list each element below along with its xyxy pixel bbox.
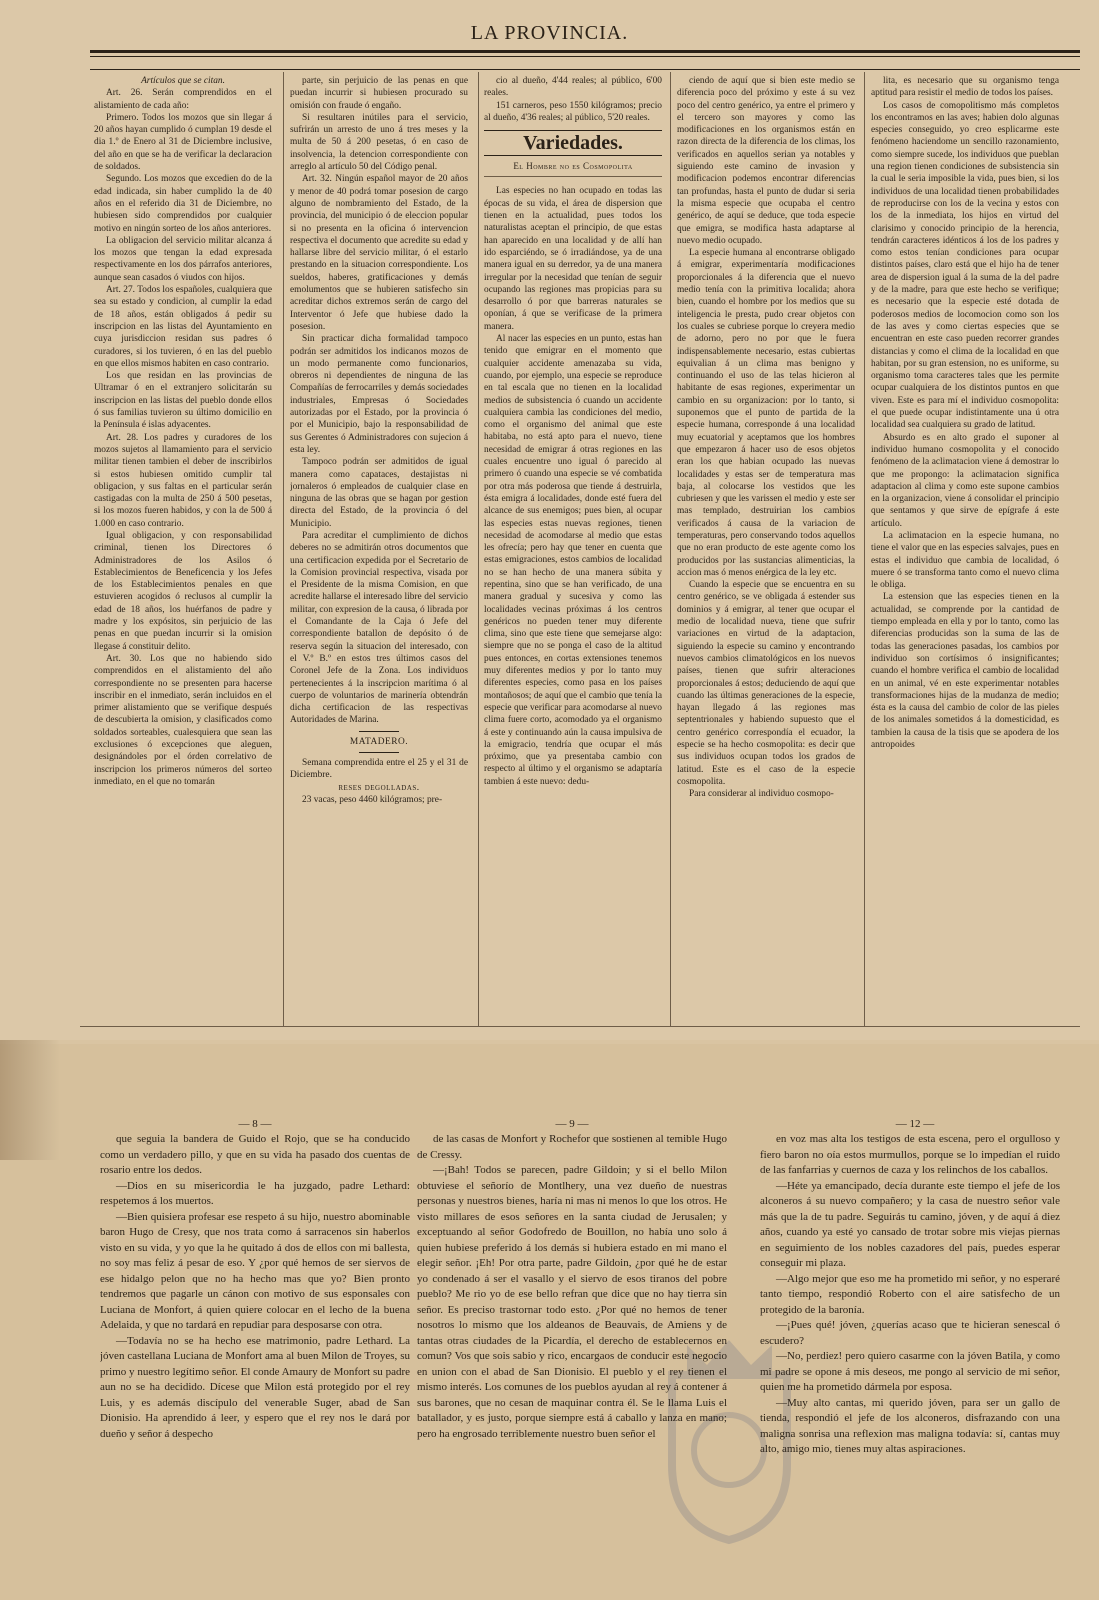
- paragraph: Art. 27. Todos los españoles, cualquiera que sea su estado y condicion, al cumplir la edad de 18 años, están obligados á pedir su inscripcion en las listas del Ayuntamiento en cuya jurisdiccion residan sus padres ó curadores, si los tuvieren, ó en las del pueblo en que ellos mismos habiten en caso contrario.: [94, 285, 272, 369]
- paragraph: La especie humana al encontrarse obligado á emigrar, experimentaría modificaciones proporcionales á la diferencia que el nuevo medio tenía con la primitiva localida; ahora bien, cuando el hombre por los medios que su inteligencia le presta, pudo crear objetos con los cuales se cubriese porque lo creyera medio de adorno, pero no por que le fuera indispensablemente necesario, estas cubiertas equivalian á un clima mas benigno y continuando el uso de las telas hicieron al habitante de esas regiones, experimentar un cambio en su organizacion: por lo tanto, si suponemos que el punto de partida de la especie humana, corresponde á una localidad muy ecuatorial y aceptamos que los hombres que empezaron á hacer uso de esos objetos eran los que habian ocupado las nuevas localidades y estas ser de temperatura mas baja, al colocarse los vestidos que les cubriesen y que les varissen el medio y este ser mas templado, destruirian los cambios verificados á causa de la variacion de temperaturas, pero conservando todos aquellos que no eran producto de este agente como los producidos por las sustancias alimenticias, la accion mas ó menos enérgica de la ley etc.: [677, 248, 855, 578]
- paragraph: Para considerar al individuo cosmopo-: [689, 789, 834, 800]
- paragraph: 23 vacas, peso 4460 kilógramos; pre-: [302, 794, 443, 805]
- column-2: [290, 75, 468, 1023]
- masthead: LA PROVINCIA.: [470, 22, 629, 44]
- paragraph: que seguia la bandera de Guido el Rojo, que se ha conducido como un verdadero pillo, y que en su vida ha pasado dos cuentas de rosario entre los dedos.: [100, 1133, 410, 1176]
- paper-stain: [0, 1040, 60, 1160]
- paragraph: ciendo de aquí que si bien este medio se diferencia poco del próximo y este á su vez poco del centro genérico, ya entre el primero y el tercero son mayores y como las modificaciones en los organismos están en razon directa de la diferencia de los climas, los verificados en aquellos serian ya notables y siguiendo este camino de invasion y modificacion podemos encontrar diferencias tan profundas, hasta el punto de dudar si seria la misma especie que ocupaba el centro genérico, de aquí se deduce, que toda especie que emigra, se modifica hasta adaptarse al nuevo medio ocupado.: [677, 76, 855, 246]
- paragraph: —¡Bah! Todos se parecen, padre Gildoin; y si el bello Milon obtuviese el señorío de Montlhery, una vez dueño de nuestras personas y nuestros bienes, haría ni mas ni menos lo que los otros. He visto millares de esos señores en la santa ciudad de Jerusalen; y exceptuando al señor Godofredo de Bouillon, no había uno solo á quien hubiese preferido á los demás si hubiera estado en mi mano el elegir señor. ¡Eh! Por otra parte, padre Gildoin, ¿por qué he de estar yo condenado á ser el vasallo y el siervo de esos tiranos del pobre pueblo? Me rio yo de ese bello refran que dice que no hay tierra sin señor. Es preciso trastornar todo esto. ¿Por qué no hemos de tener nosotros lo mismo que los aldeanos de Beauvais, de Amiens y de tantas otras ciudades de la Picardía, el derecho de establecernos en comun? Vos que sois sabio y rico, encargaos de conducir este negocio en union con el abad de San Dionisio. El pueblo y el rey tienen el mismo interés. Los comunes de los pueblos ayudan al rey á contener á sus barones, que no cesan de maquinar contra él. Se le llama Luis el batallador, y es justo, porque siempre está á caballo y lanza en mano; pero ha engrosado terriblemente nuestro buen señor el: [417, 1164, 727, 1440]
- paragraph: Art. 32. Ningún español mayor de 20 años y menor de 40 podrá tomar posesion de cargo alguno de nombramiento del Estado, de la provincia, del municipio ó de eleccion popular si no presenta en la oficina ó intervencion respectiva el documento que acredite su edad y hallarse libre del servicio militar, ó el estarlo prestando en la situacion correspondiente. Los sueldos, haberes, gratificaciones y demás emolumentos que se hubieren satisfecho sin acreditar dichos extremos serán de cargo del Interventor ó Jefe que hubiese dado la posesion.: [290, 174, 468, 332]
- paragraph: —¡Pues qué! jóven, ¿querías acaso que te hicieran senescal ó escudero?: [760, 1319, 1060, 1347]
- column-3: [484, 75, 662, 1023]
- paragraph: lita, es necesario que su organismo tenga aptitud para resistir el medio de todos los países.: [871, 76, 1059, 99]
- paragraph: de las casas de Monfort y Rochefor que sostienen al temible Hugo de Cressy.: [417, 1133, 727, 1161]
- section-rule: [359, 752, 399, 753]
- paragraph: —Héte ya emancipado, decía durante este tiempo el jefe de los alconeros á su nuevo compañero; y la casa de nuestro señor vale más que la de tu padre. Seguirás tu camino, jóven, y de aquí á diez años, cuando ya esté yo cansado de trotar sobre mis viejas piernas en seguimiento de los nobles cazadores del país, puedes esperar conseguir mi plaza.: [760, 1179, 1060, 1269]
- paragraph: Cuando la especie que se encuentra en su centro genérico, se ve obligada á estender sus dominios y á emigrar, al tener que ocupar el medio de localidad nueva, tiene que sufrir variaciones en virtud de la adaptacion, siguiendo la especie su camino y encontrando nuevos cambios climatológicos en los nuevos países, tienen que sufrir alteraciones proporcionales á estos; deduciendo de aquí que cuando las últimas generaciones de la especie, hayan llegado á las regiones mas septentrionales y habiendo supuesto que el centro genérico correspondía el ecuador, la especie se ha hecho cosmopolita: es decir que sus individuos ocupan todos los grados de latitud. Este es el caso de la especie cosmopolita.: [677, 580, 855, 787]
- column-divider: [283, 72, 284, 1027]
- paragraph: Sin practicar dicha formalidad tampoco podrán ser admitidos los indicanos mozos de un modo permanente como funcionarios, obreros ni dependientes de ninguna de las Compañías de ferrocarriles y demás sociedades industriales, Empresas ó Sociedades autorizadas por el Estado, por la provincia ó por el Municipio, bajo la responsabilidad de sus Gerentes ó Administradores con sujecion á esta ley.: [290, 334, 468, 455]
- page-number-8: — 8 —: [238, 1118, 272, 1130]
- column-1: [94, 75, 272, 1023]
- paragraph: 151 carneros, peso 1550 kilógramos; precio al dueño, 4'36 reales; al público, 5'20 reales.: [484, 100, 662, 123]
- paragraph: Semana comprendida entre el 25 y el 31 de Diciembre.: [290, 758, 468, 781]
- folletin-page-9: [417, 1132, 727, 1587]
- page-number-9: — 9 —: [555, 1118, 589, 1130]
- paragraph: —Bien quisiera profesar ese respeto á su hijo, nuestro abominable baron Hugo de Cresy, que nos trata como á sarracenos sin haberlos visto en su vida, y yo que la he quitado á dos de ellos con mi ballesta, no soy mas feliz á pesar de eso. Y ¿por qué hemos de ser siervos de ese hidalgo pelon que no ha hecho mas que yo? Bien pronto tendremos que pagarle un cánon con motivo de sus esponsales con Luciana de Monfort, á quien quiere colocar en el lecho de la buena Adelaida, y que no tardará en repudiar para desposarse con otra.: [100, 1210, 410, 1331]
- heading: reses degolladas.: [338, 782, 420, 793]
- paragraph: parte, sin perjuicio de las penas en que puedan incurrir si hubiesen procurado su omisión con fraude ó engaño.: [290, 76, 468, 111]
- paragraph: Absurdo es en alto grado el suponer al individuo humano cosmopolita y el conocido fenómeno de la aclimatacion viene á demostrar lo que me propongo: la aclimatacion significa adaptacion al clima y como este supone cambios en la organizacion, viene á consolidar el principio que sentamos y que sirve de epígrafe á este artículo.: [871, 432, 1059, 529]
- heading: El Hombre no es Cosmopolita: [484, 160, 662, 177]
- column-divider: [670, 72, 671, 1027]
- column-divider: [478, 72, 479, 1027]
- paragraph: Primero. Todos los mozos que sin llegar á 20 años hayan cumplido ó cumplan 19 desde el dia 1.º de Enero al 31 de Diciembre inclusive, del año en que se ha de verificar la declaracion de soldados.: [94, 112, 272, 173]
- paragraph: Tampoco podrán ser admitidos de igual manera como capataces, destajistas ni jornaleros ó empleados de cualquier clase en ninguna de las obras que se hagan por gestion directa del Estado, de la provincia ó del Municipio.: [290, 457, 468, 529]
- folletin-page-12: [760, 1132, 1060, 1587]
- paragraph: —Dios en su misericordia le ha juzgado, padre Lethard: respetemos á los muertos.: [100, 1179, 410, 1207]
- paragraph: La estension que las especies tienen en la actualidad, se comprende por la cantidad de tiempo empleada en ella y por lo tanto, como las diferencias producidas son la suma de las de todas las generaciones pasadas, los cambios por individuo son cortísimos ó insignificantes; cuando el hombre verifica el cambio de localidad en un animal, vé en este experimentar notables transformaciones hijas de la mudanza de medio; ésta es la causa del cambio de color de las pieles de los animales sometidos á la domesticidad, es tambien la causa de la tisis que se apodera de los antropoides: [871, 592, 1059, 751]
- section-rule: [359, 731, 399, 732]
- column-5: [871, 75, 1059, 1023]
- paragraph: Las especies no han ocupado en todas las épocas de su vida, el área de dispersion que tienen en la actualidad, pues todos los naturalistas aceptan el principio, de que estas han aparecido en una localidad y de allí han ido esparciéndo, se ó irradiándose, ya de una manera igual en su derredor, ya de una manera irregular por la necesidad que tenían de seguir ocupando las regiones mas propicias para su desarrollo ó por que barreras naturales se oponían, á que se verificase de la primera manera.: [484, 186, 662, 332]
- paragraph: cio al dueño, 4'44 reales; al público, 6'00 reales.: [484, 76, 662, 99]
- heading: MATADERO.: [349, 736, 409, 747]
- paragraph: —Muy alto cantas, mi querido jóven, para ser un gallo de tienda, respondió el jefe de los alconeros, disfrazando con una maligna sonrisa una reflexion mas maligna todavía: sí, cantas muy alto, amigo mio, tienes muy altas aspiraciones.: [760, 1396, 1060, 1455]
- paragraph: en voz mas alta los testigos de esta escena, pero el orgulloso y fiero baron no oía estos murmullos, porque se lo impedían el ruido de las fanfarrias y cuernos de caza y los relinchos de los caballos.: [760, 1133, 1060, 1176]
- column-divider: [864, 72, 865, 1027]
- paragraph: Art. 28. Los padres y curadores de los mozos sujetos al llamamiento para el servicio militar tienen tambien el deber de inscribirlos si estos hubiesen omitido cumplir tal obligacion, y sus faltas en el particular serán castigadas con la multa de 250 á 500 pesetas, si los mozos fueren habidos, y con la de 500 á 1.000 en caso contrario.: [94, 432, 272, 529]
- paragraph: Si resultaren inútiles para el servicio, sufrirán un arresto de uno á tres meses y la multa de 50 á 200 pesetas, ó en caso de insolvencia, la detencion correspondiente con arreglo al artículo 50 del Código penal.: [290, 112, 468, 173]
- column-4: [677, 75, 855, 1023]
- paragraph: Art. 30. Los que no habiendo sido comprendidos en el alistamiento del año correspondiente no se presenten para hacerse inscribir en el inmediato, serán incluidos en el primer alistamiento que se verifique después de descubierta la omision, y clasificados como soldados sorteables, cualesquiera que sean las exclusiones ó excepciones que aleguen, designándoles por el órden correlativo de inscripcion los primeros números del sorteo inmediato, en el que no tomarán: [94, 653, 272, 787]
- page-bottom-rule: [80, 1026, 1080, 1027]
- page-number-12: — 12 —: [895, 1118, 935, 1130]
- paragraph: Los que residan en las provincias de Ultramar ó en el extranjero solicitarán su inscripcion en las listas del pueblo donde ellos ó sus familias tuvieron su último domicilio en la Península é islas adyacentes.: [94, 371, 272, 431]
- paragraph: Para acreditar el cumplimiento de dichos deberes no se admitirán otros documentos que una certificacion expedida por el Secretario de la Comision provincial respectiva, visada por el Presidente de la misma Comision, en que acredite hallarse el interesado libre del servicio militar, con expresion de la causa, ó librada por el Comandante de la Caja ó Jefe del correspondiente batallon de depósito ó de reserva según la situacion del interesado, con el V.º B.º en estos tres últimos casos del Coronel Jefe de la Zona. Los individuos pertenecientes á la inscripcion marítima ó al cuerpo de voluntarios de marinería obtendrán dicha certificacion de las respectivas Autoridades de Marina.: [290, 530, 468, 726]
- folletin-page-8: [100, 1132, 410, 1587]
- masthead-rule: [90, 50, 1080, 53]
- paragraph: Segundo. Los mozos que excedien do de la edad indicada, sin haber cumplido la de 40 años en el referido dia 31 de Diciembre, no hubiesen sido comprendidos por cualquier motivo en ningún sorteo de los años anteriores.: [94, 174, 272, 234]
- column-top-rule: [90, 69, 1080, 70]
- paragraph: La aclimatacion en la especie humana, no tiene el valor que en las especies salvajes, pues en estas el individuo que cambia de localidad, ó muere ó se transforma tanto como el nuevo clima le obliga.: [871, 530, 1059, 591]
- paragraph: —Algo mejor que eso me ha prometido mi señor, y no esperaré tanto tiempo, respondió Roberto con el aire satisfecho de un protegido de la baronía.: [760, 1272, 1060, 1316]
- paragraph: Al nacer las especies en un punto, estas han tenido que emigrar en el momento que cualquier accidente amenazaba su vida, cuando, por ejemplo, una especie se reproduce en tal escala que no tienen en la localidad medios de subsistencia ó cuando un accidente cualquiera cambia las condiciones del medio, como el organismo del animal que este habitaba, no está apto para el nuevo, tiene necesidad de emigrar á otras regiones en las cuales encuentre uno igual ó parecido al primero ó cuando una especie se vé combatida por otra más poderosa que tiende á destruirla, ésta emigra á localidades, donde esté fuera del alcance de sus enemigos; pues bien, al ocupar las especies estas nuevas regiones, tienen necesidad de acomodarse al medio que estas les ofrecía; pero hay que tener en cuenta que estas emigraciones, estos cambios de localidad no se han hecho de una manera súbita y repentina, sino que se han verificado, de una manera gradual y sucesiva y como las localidades vecinas próximas á los centros genéricos no pueden tener muy diferente clima, sino que este tiene que semejarse algo: siempre que no se ponga el caso de la altitud pues entonces, en cortas extensiones tenemos muy diferentes medios y por lo tanto muy diferentes especies, como pasa en los países montañosos; de aquí que el cambio que tenía la especie que verificar para acomodarse al nuevo clima fuere corto, acomodado ya el organismo á este y continuando aún la causa impulsiva de la emigracio, tendría que ocupar el más próximo, que ya presentaba cambio con respecto al último y el organismo se adaptaría tambien á este nuevo: dedu-: [484, 334, 662, 787]
- section-heading: Variedades.: [484, 130, 662, 156]
- paragraph: La obligacion del servicio militar alcanza á los mozos que tengan la edad expresada respectivamente en los dos párrafos anteriores, aunque sean casados ó viudos con hijos.: [94, 235, 272, 283]
- paragraph: Igual obligacion, y con responsabilidad criminal, tienen los Directores ó Administradores de los Asilos ó Establecimientos de Beneficencia y los Jefes de los Establecimientos penales en que estuvieren acogidos ó reclusos al cumplir la edad de 18 años, los huérfanos de padre y madre y los expósitos, sin perjuicio de las penas en que puedan incurrir si la omision llegase á constituir delito.: [94, 530, 272, 652]
- paragraph: Art. 26. Serán comprendidos en el alistamiento de cada año:: [94, 88, 272, 111]
- heading: Artículos que se citan.: [141, 76, 225, 86]
- paragraph: —No, perdiez! pero quiero casarme con la jóven Batila, y como mi padre se opone á mis deseos, me pongo al servicio de mi señor, quien me ha prometido dármela por esposa.: [760, 1350, 1060, 1393]
- paragraph: Los casos de comopolitismo más completos los encontramos en las aves; habien dolo algunas especies conseguido, yo creo esplicarme este fenómeno haciendome un sencillo razonamiento, como siempre sucede, los individuos que pueblan una region tienen condiciones de subsistencia sin la cual le seria imposible la vida, pues bien, si los individuos de una localidad tienen probabilidades de reproducirse con los de la vecina y estos con los de la inmediata, los hijos en virtud del clarisimo y conocido principio de la herencia, tendrán caracteres idénticos á los de los padres y como estos tenían condiciones para ocupar distintos países, claro está que el hijo ha de tener area de dispersion igual á la suma de la del padre y de la madre, para que este hecho se verifique; es necesario que la especie esté dotada de poderosos medios de locomocion como son los de las aves y como ciertas especies que se encuentran en este caso pueden recorrer grandes distancias y como el clima de la localidad en que habitan, por su gran estension, no es uniforme, su organismo toma caracteres tales que les permite ocupar cualquiera de los distintos puntos en que viven. Este es para mí el individuo cosmopolita: el que puede ocupar indistintamente una ú otra localidad sea cualquiera su grado de latitud.: [871, 100, 1059, 431]
- paragraph: —Todavía no se ha hecho ese matrimonio, padre Lethard. La jóven castellana Luciana de Monfort ama al buen Milon de Troyes, su primo y nuestro legítimo señor. El conde Amaury de Monfort su padre aun no se ha decidido. Dícese que Milon está protegido por el rey Luis, y es además discípulo del venerable Suger, abad de San Dionisio. Ha aprendido á leer, y espero que el rey nos le dará por dueño y señor á despecho: [100, 1334, 410, 1440]
- masthead-rule-thin: [90, 56, 1080, 57]
